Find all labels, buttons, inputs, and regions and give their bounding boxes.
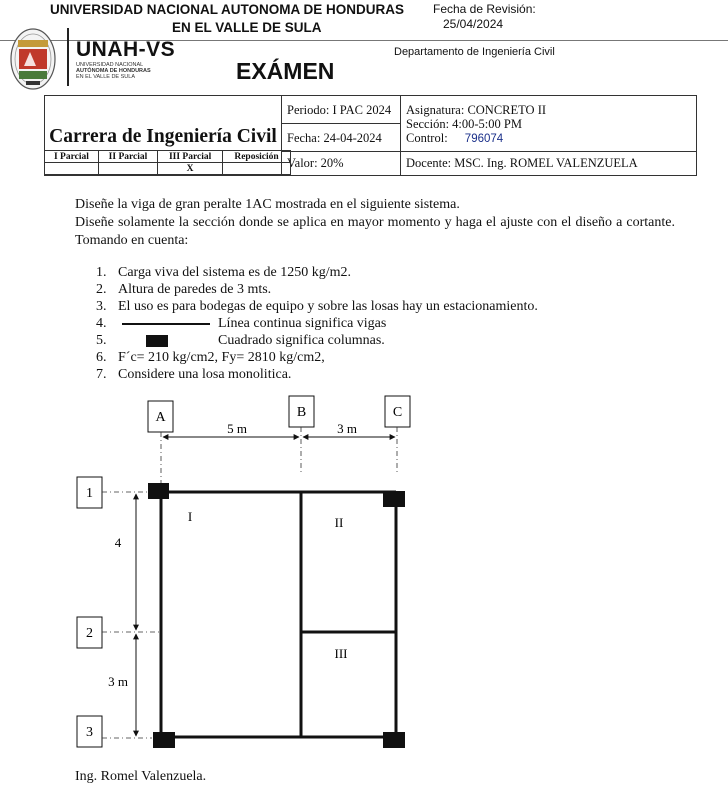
brand-sub-line: UNIVERSIDAD NACIONAL (76, 62, 144, 68)
exam-value: Valor: 20% (287, 156, 344, 170)
list-text: Altura de paredes de 3 mts. (118, 282, 272, 297)
partial-mark: X (158, 163, 223, 175)
axis-bubble-3 (77, 716, 102, 747)
list-number: 7. (96, 367, 107, 382)
column-square-icon (153, 732, 175, 748)
list-text: Línea continua significa vigas (218, 316, 387, 331)
brand-sub-line: AUTÓNOMA DE HONDURAS (76, 68, 151, 74)
career-title: Carrera de Ingeniería Civil (49, 126, 277, 147)
span-ab-label: 5 m (227, 421, 247, 436)
department-name: Departamento de Ingeniería Civil (394, 46, 555, 58)
list-number: 3. (96, 299, 107, 314)
axis-label: A (155, 410, 166, 425)
list-text: Carga viva del sistema es de 1250 kg/m2. (118, 265, 352, 280)
list-text: F´c= 210 kg/cm2, Fy= 2810 kg/cm2, (118, 350, 325, 365)
panel-label-II: II (334, 515, 344, 530)
university-campus: EN EL VALLE DE SULA (172, 20, 322, 35)
span-12-label: 4 (114, 535, 122, 550)
axis-bubble-1 (77, 477, 102, 508)
course-name: Asignatura: CONCRETO II (406, 103, 547, 117)
axis-bubble-B (289, 396, 314, 427)
control-value: 796074 (464, 133, 504, 145)
control-label: Control: (406, 131, 448, 145)
axis-label: 2 (86, 626, 93, 641)
span-23-label: 3 m (108, 674, 128, 689)
panel-label-III: III (334, 646, 348, 661)
partial-header: III Parcial (158, 151, 223, 163)
exam-date: Fecha: 24-04-2024 (287, 131, 382, 145)
intro-paragraph-1: Diseñe la viga de gran peralte 1AC mostrada en el siguiente sistema. (75, 197, 460, 212)
brand-title: UNAH-VS (76, 38, 176, 61)
column-square-icon (148, 483, 169, 499)
partial-header: I Parcial (45, 151, 99, 163)
axis-bubble-2 (77, 617, 102, 648)
list-text: Cuadrado significa columnas. (218, 333, 385, 348)
period: Periodo: I PAC 2024 (282, 96, 400, 124)
revision-date: 25/04/2024 (443, 17, 504, 31)
section: Sección: 4:00-5:00 PM (406, 117, 522, 131)
span-bc-label: 3 m (337, 421, 357, 436)
axis-label: B (296, 405, 307, 420)
university-name: UNIVERSIDAD NACIONAL AUTONOMA DE HONDURAS (50, 2, 405, 17)
axis-label: 1 (86, 486, 93, 501)
partial-header: Reposición (223, 151, 291, 163)
revision-date-label: Fecha de Revisión: (433, 2, 536, 16)
list-text: Considere una losa monolitica. (118, 367, 292, 382)
teacher-name: Docente: MSC. Ing. ROMEL VALENZUELA (406, 156, 638, 170)
list-number: 1. (96, 265, 107, 280)
panel-label-I: I (187, 509, 193, 524)
list-text: El uso es para bodegas de equipo y sobre las losas hay un estacionamiento. (118, 299, 538, 314)
axis-bubble-C (385, 396, 410, 427)
list-number: 5. (96, 333, 107, 348)
signature-name: Ing. Romel Valenzuela. (75, 769, 207, 784)
exam-title: EXÁMEN (236, 58, 335, 84)
axis-label: C (392, 405, 403, 420)
column-square-icon (383, 491, 405, 507)
list-number: 6. (96, 350, 107, 365)
list-number: 4. (96, 316, 107, 331)
column-square-icon (383, 732, 405, 748)
axis-label: 3 (86, 725, 93, 740)
partial-header: II Parcial (98, 151, 157, 163)
beams (161, 492, 396, 737)
axis-bubble-A (148, 401, 173, 432)
brand-sub-line: EN EL VALLE DE SULA (76, 74, 135, 80)
list-number: 2. (96, 282, 107, 297)
intro-paragraph-2: Diseñe solamente la sección donde se aplica en mayor momento y haga el ajuste con el diseño a cortante. Tomando en cuenta: (75, 215, 675, 248)
